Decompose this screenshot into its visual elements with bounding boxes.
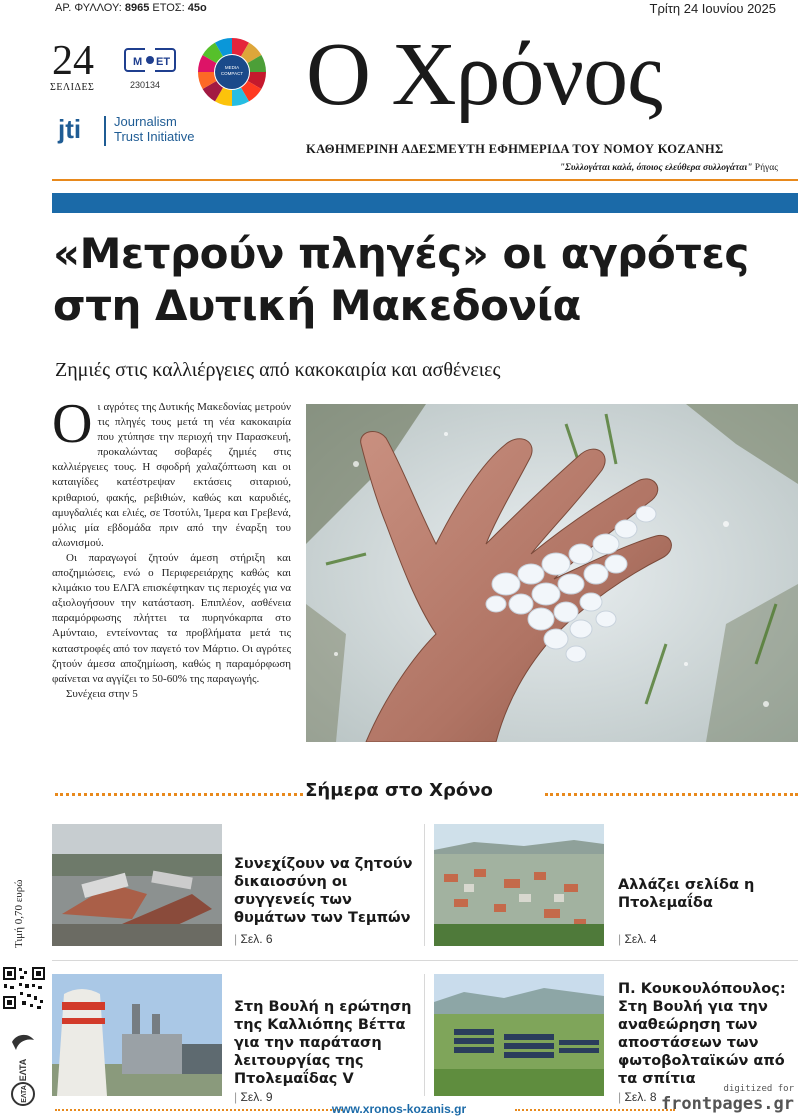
jti-divider <box>104 116 106 146</box>
price-label <box>8 860 28 950</box>
elta-text-top: ΕΛΤΑ <box>18 1058 28 1082</box>
article-paragraph-2: Οι παραγωγοί ζητούν άμεση στήριξη και αποζημιώσεις, ενώ ο Περιφερειάρχης καθώς και κλιμάκιο του ΕΛΓΑ επισκέφτηκαν τις περιοχές για να αξιολογήσουν την κατάσταση. Επιπλέον, ασθένεια παραμόρφωσης πλήττει τα πυρηνόκαρπα στο Αμύνταιο, εντείνοντας τα προβλήματα μετά τις καταστροφές από τον παγετό τον Μάρτιο. Οι αγρότες ζητούν άμεσα αποζημίωση, καθώς η παραμόρφωση φαίνεται να αγγίζει το 50-60% της παραγωγής. <box>52 551 291 685</box>
story-divider-vertical-top <box>424 824 425 946</box>
section-divider-right <box>545 793 798 796</box>
story-4-image[interactable] <box>434 974 604 1096</box>
story-divider-vertical-bottom <box>424 974 425 1096</box>
article-paragraph-1: Οι αγρότες της Δυτικής Μακεδονίας μετρούν τις πληγές τους μετά τη νέα κακοκαιρία που χτύπησε την περιοχή την Παρασκευή, προκαλώντας σοβαρές ζημιές στις καλλιέργειες τους. Η σφοδρή χαλαζόπτωση και οι καταιγίδες κατέστρεψαν εκτάσεις σιταριού, κριθαριού, φακής, ρεβιθιών, καθώς και καρυδιές, αμυγδαλιές και ελιές, σε Τσοτύλι, Ίμερα και Γρεβενά, μόλις μία εβδομάδα πριν από την έναρξη του αλωνισμού. <box>52 393 291 549</box>
story-3-headline[interactable]: Στη Βουλή η ερώτηση της Καλλιόπης Βέττα για την παράταση λειτουργίας της Πτολεμαΐδας V <box>234 999 412 1087</box>
main-article-body <box>52 393 291 702</box>
newspaper-tagline: ΚΑΘΗΜΕΡΙΝΗ ΑΔΕΣΜΕΥΤΗ ΕΦΗΜΕΡΙΔΑ ΤΟΥ ΝΟΜΟΥ ΚΟΖΑΝΗΣ <box>306 142 724 156</box>
story-1-image[interactable] <box>52 824 222 946</box>
jti-text: Journalism Trust Initiative <box>114 114 195 144</box>
svg-text:COMPACT: COMPACT <box>220 71 244 76</box>
price-text: Τιμή 0,70 ευρώ <box>13 879 25 948</box>
story-2-image[interactable] <box>434 824 604 946</box>
digitized-watermark: digitized for frontpages.gr <box>660 1084 794 1114</box>
pages-count: 24 <box>52 38 94 84</box>
continued-link[interactable]: Συνέχεια στην 5 <box>66 687 138 700</box>
main-subheadline: Ζημιές στις καλλιέργειες από κακοκαιρία και ασθένειες <box>55 359 501 381</box>
blue-banner-bar <box>52 193 798 213</box>
website-link[interactable]: www.xronos-kozanis.gr <box>331 1102 467 1116</box>
story-1-page: | Σελ. 6 <box>234 932 273 946</box>
met-logo-icon <box>124 46 176 76</box>
issue-date: Τρίτη 24 Ιουνίου 2025 <box>649 1 776 16</box>
met-registry-number: 230134 <box>130 80 161 90</box>
issue-info: ΑΡ. ΦΥΛΛΟΥ: 8965 ΕΤΟΣ: 45ο <box>55 2 207 14</box>
story-4-headline[interactable]: Π. Κουκουλόπουλος: Στη Βουλή για την αναθεώρηση των αποστάσεων των φωτοβολταϊκών από τα σπίτια <box>618 981 786 1087</box>
sdg-media-compact-icon <box>196 36 268 108</box>
story-divider-horizontal <box>52 960 798 961</box>
qr-code-icon[interactable] <box>2 966 46 1010</box>
elta-text-bottom: ΕΛΤΑ <box>21 1085 28 1103</box>
story-3-image[interactable] <box>52 974 222 1096</box>
story-3-page: | Σελ. 9 <box>234 1090 273 1104</box>
main-headline[interactable]: «Μετρούν πληγές» οι αγρότες στη Δυτική Μακεδονία <box>53 229 749 330</box>
masthead-quote: "Συλλογάται καλά, όποιος ελεύθερα συλλογάται" Ρήγας <box>559 163 778 173</box>
story-2-headline[interactable]: Αλλάζει σελίδα η Πτολεμαΐδα <box>618 877 755 911</box>
dropcap: Ο <box>52 393 93 455</box>
svg-text:MEDIA: MEDIA <box>224 65 240 70</box>
hail-hand-photo[interactable] <box>306 404 798 742</box>
svg-text:ΕΤ: ΕΤ <box>156 56 171 68</box>
story-4-page: | Σελ. 8 <box>618 1090 657 1104</box>
story-2-page: | Σελ. 4 <box>618 932 657 946</box>
section-title: Σήμερα στο Χρόνο <box>305 780 493 801</box>
pages-label: ΣΕΛΙΔΕΣ <box>50 82 95 93</box>
newspaper-title: Ο Χρόνος <box>306 25 662 124</box>
footer-divider-right <box>515 1109 675 1111</box>
svg-text:Μ: Μ <box>133 56 143 68</box>
elta-logo-icon <box>6 1030 40 1110</box>
jti-mark: jti <box>58 114 82 144</box>
orange-rule <box>52 179 798 181</box>
story-1-headline[interactable]: Συνεχίζουν να ζητούν δικαιοσύνη οι συγγενείς των θυμάτων των Τεμπών <box>234 856 413 926</box>
